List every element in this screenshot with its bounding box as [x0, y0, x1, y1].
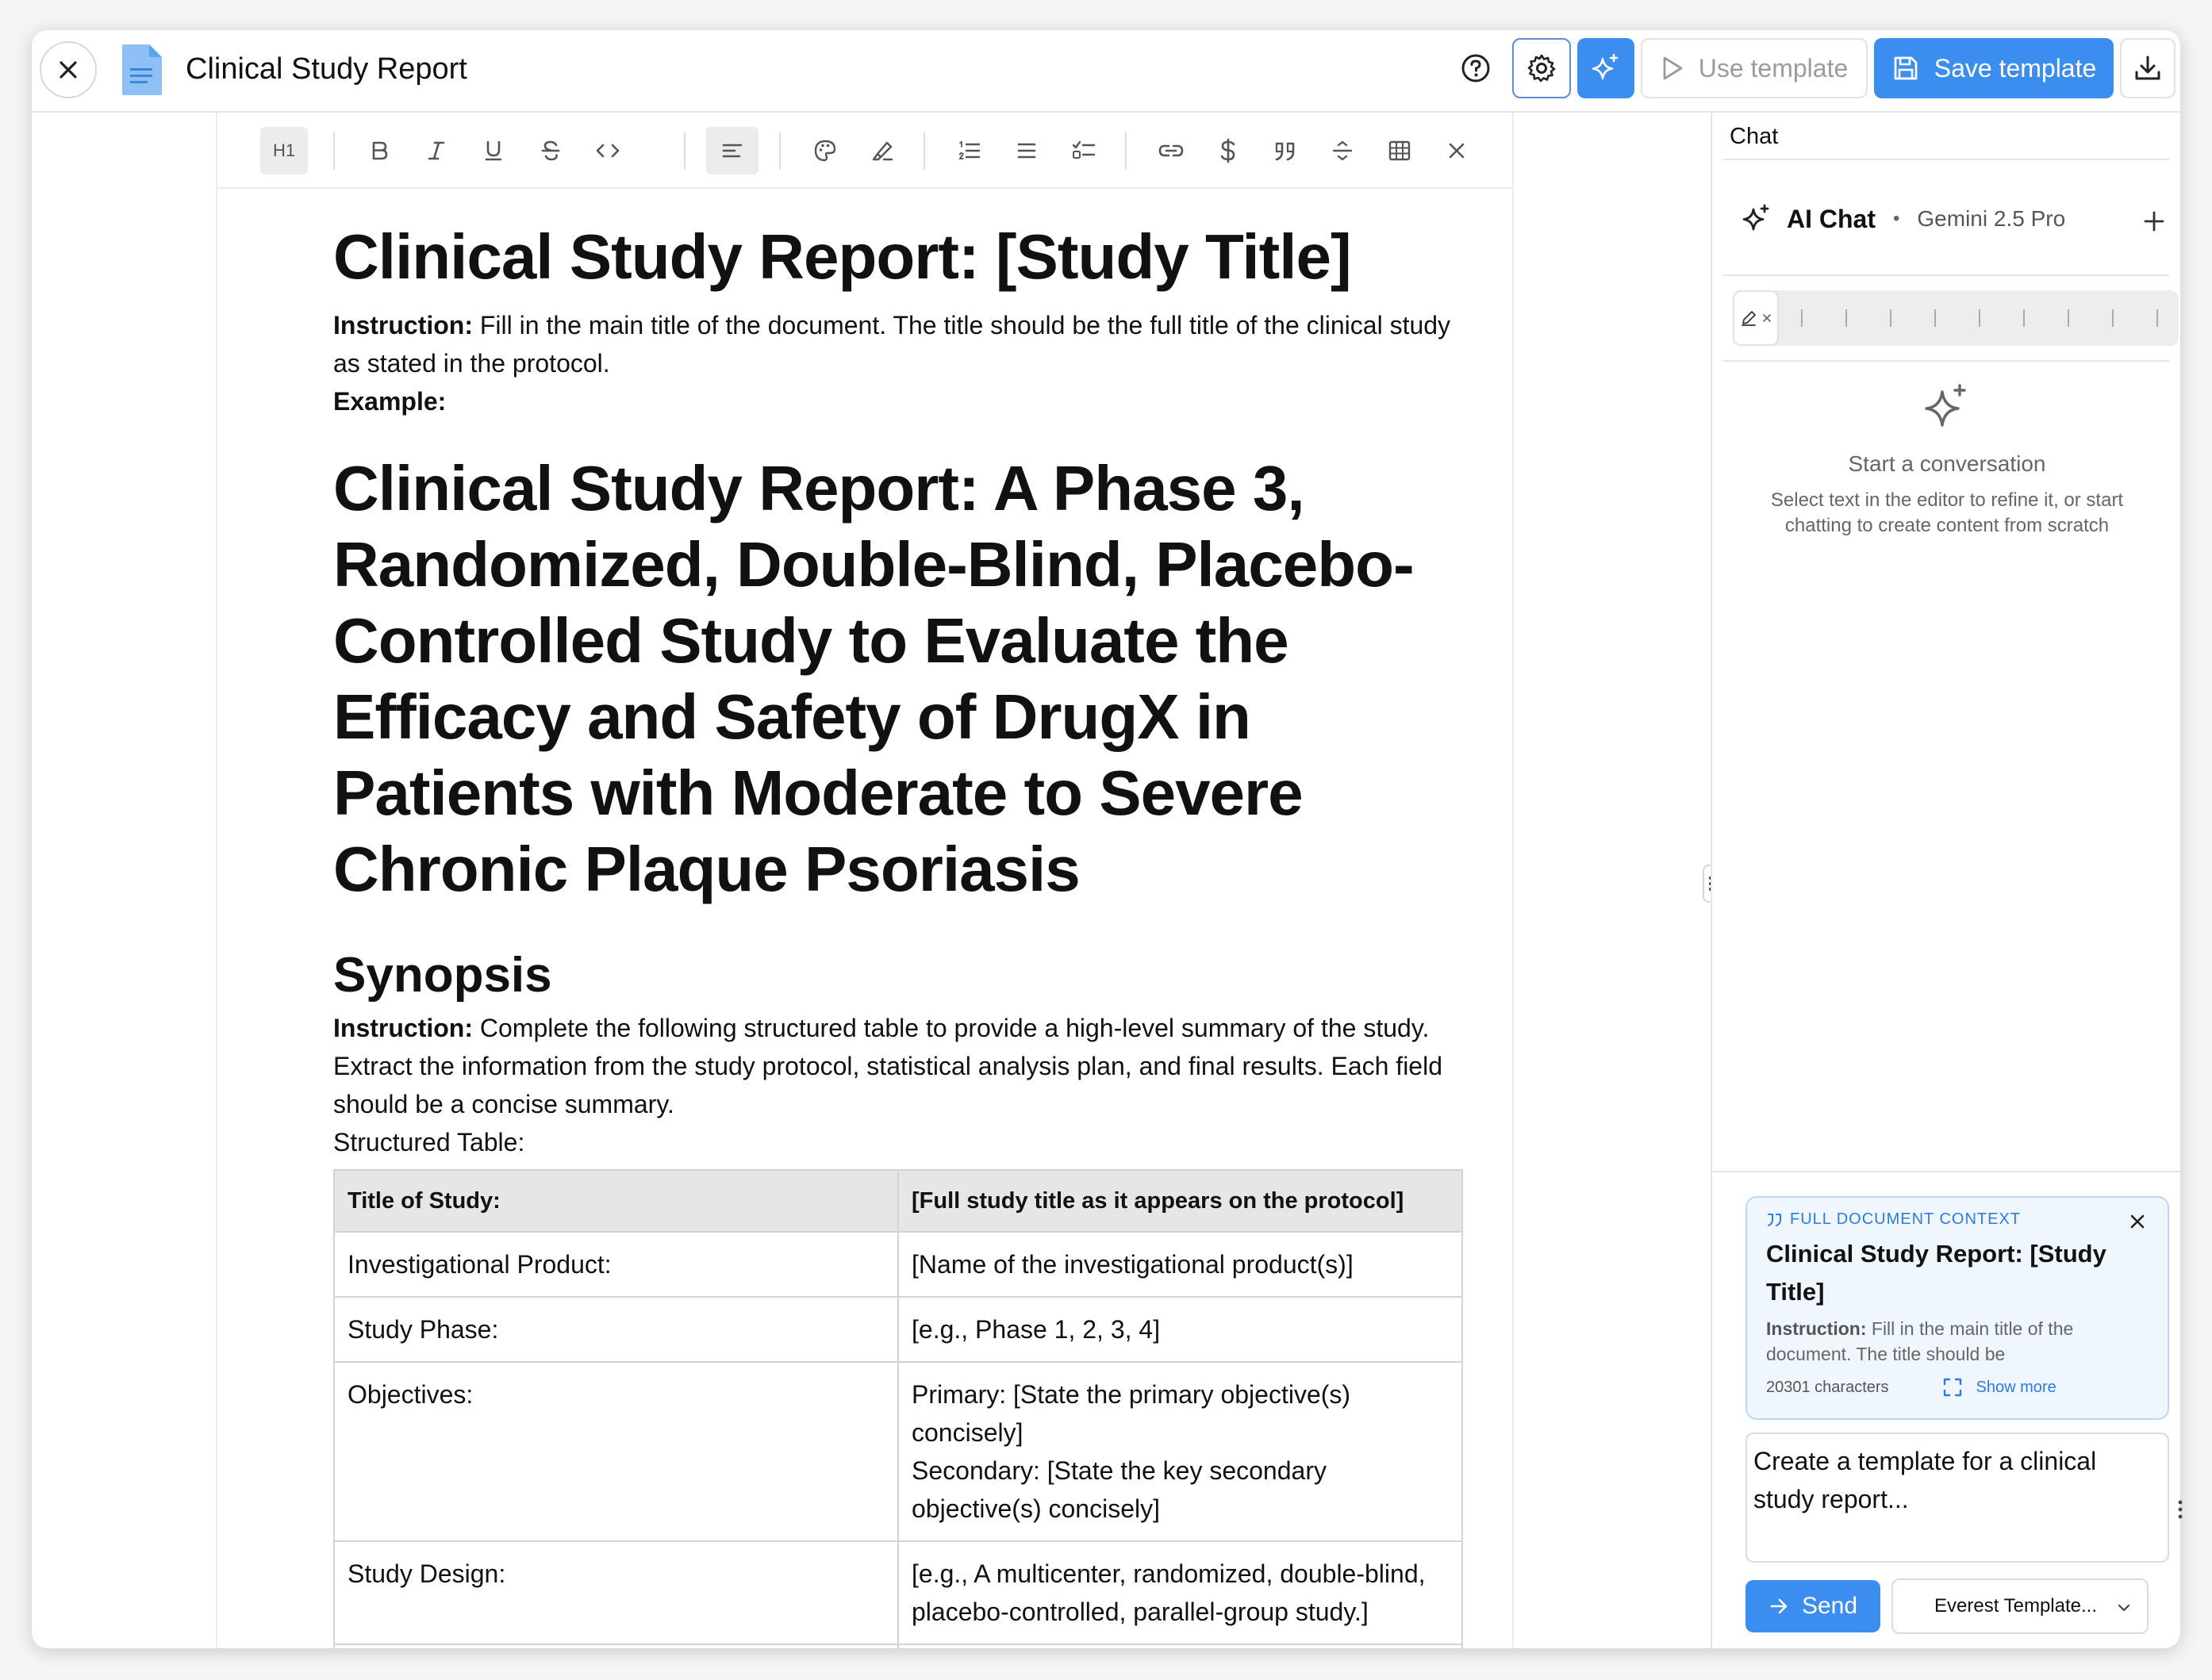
empty-state [1712, 382, 2180, 539]
divider [1723, 360, 2169, 362]
empty-state-subtitle: Select text in the editor to refine it, or start chatting to create content from scratch [1770, 489, 2124, 536]
ai-assistant-button[interactable] [1577, 38, 1634, 98]
document-content [333, 189, 1476, 1648]
italic-button[interactable] [413, 127, 460, 175]
toolbar-divider [684, 132, 685, 170]
toolbar-divider [779, 132, 781, 170]
underline-icon [482, 139, 505, 163]
template-select-value: Everest Template... [1934, 1595, 2097, 1617]
table-row [334, 1297, 1462, 1362]
synopsis-heading: Synopsis [333, 948, 552, 1003]
remove-context-button[interactable] [2128, 1212, 2147, 1235]
table-cell[interactable]: [Full study title as it appears on the protocol] [898, 1170, 1462, 1232]
horizontal-rule-icon [1331, 139, 1354, 163]
download-icon [2133, 53, 2163, 83]
table-row [334, 1362, 1462, 1541]
table-icon [1388, 139, 1411, 163]
link-button[interactable] [1147, 127, 1195, 175]
template-select[interactable] [1891, 1578, 2149, 1634]
chat-tab-active[interactable] [1733, 290, 1779, 346]
structured-table-label: Structured Table: [333, 1128, 525, 1156]
align-left-icon [720, 139, 744, 163]
separator-dot: • [1893, 208, 1900, 229]
context-label-text: FULL DOCUMENT CONTEXT [1790, 1210, 2022, 1228]
bold-button[interactable] [355, 127, 403, 175]
divider [1723, 274, 2169, 276]
character-count: 20301 characters [1766, 1378, 1889, 1396]
objective-primary: Primary: [State the primary objective(s) concisely] [912, 1380, 1351, 1447]
ordered-list-icon [957, 139, 982, 163]
context-title: Clinical Study Report: [Study Title] [1766, 1240, 2106, 1306]
context-instruction-label: Instruction: [1766, 1318, 1867, 1339]
document-icon [122, 44, 162, 95]
table-row [334, 1644, 1462, 1648]
table-cell[interactable] [334, 1644, 898, 1648]
table-cell[interactable] [898, 1362, 1462, 1541]
editor-page[interactable] [216, 113, 1514, 1648]
synopsis-table [333, 1169, 1463, 1648]
empty-state-title: Start a conversation [1848, 451, 2046, 476]
text-color-button[interactable] [801, 127, 849, 175]
close-icon [56, 58, 80, 82]
table-cell[interactable]: Study Phase: [334, 1297, 898, 1362]
app-window [32, 30, 2180, 1648]
table-row [334, 1232, 1462, 1297]
table-header-row [334, 1170, 1462, 1232]
arrow-right-icon [1768, 1596, 1789, 1617]
toolbar-divider [1125, 132, 1127, 170]
model-name[interactable]: Gemini 2.5 Pro [1917, 206, 2066, 231]
context-footer [1766, 1376, 2149, 1398]
use-template-label: Use template [1698, 53, 1849, 82]
chat-tab[interactable] [1801, 309, 1803, 327]
chat-panel-label: Chat [1730, 124, 1779, 149]
table-cell[interactable]: [e.g., A multicenter, randomized, double-blind, placebo-controlled, parallel-group study.] [898, 1541, 1462, 1644]
instruction-paragraph [333, 306, 1476, 382]
use-template-button[interactable] [1641, 38, 1868, 98]
quote-icon [1766, 1212, 1784, 1228]
toolbar-divider [924, 132, 925, 170]
underline-button[interactable] [470, 127, 517, 175]
gear-icon [1526, 52, 1557, 84]
instruction-label: Instruction: [333, 1014, 473, 1042]
heading-button[interactable] [260, 127, 308, 175]
bold-icon [367, 139, 391, 163]
table-cell[interactable]: Objectives: [334, 1362, 898, 1541]
help-icon [1460, 52, 1492, 84]
send-button[interactable] [1745, 1580, 1880, 1632]
italic-icon [424, 139, 448, 163]
synopsis-instruction [333, 1009, 1476, 1123]
close-icon [1446, 140, 1467, 161]
table-cell[interactable] [898, 1644, 1462, 1648]
sparkle-icon [1590, 52, 1622, 84]
save-template-label: Save template [1934, 53, 2097, 82]
bullet-list-icon [1015, 139, 1039, 163]
dollar-icon [1216, 137, 1240, 164]
highlight-button[interactable] [858, 127, 906, 175]
example-label [333, 382, 1476, 420]
strikethrough-button[interactable] [527, 127, 574, 175]
settings-button[interactable] [1512, 38, 1571, 98]
context-label [1766, 1210, 2149, 1229]
expand-icon[interactable] [1941, 1376, 1964, 1398]
divider [1723, 159, 2169, 160]
checklist-icon [1071, 139, 1096, 163]
example-label-text: Example: [333, 387, 447, 416]
chevron-down-icon [2115, 1599, 2133, 1617]
bullet-list-button[interactable] [1003, 127, 1050, 175]
objective-secondary: Secondary: [State the key secondary objective(s) concisely] [912, 1456, 1327, 1523]
document-title-heading: Clinical Study Report: [Study Title] [333, 221, 1351, 292]
more-options-icon[interactable] [2177, 1498, 2183, 1527]
table-cell[interactable]: Investigational Product: [334, 1232, 898, 1297]
variable-button[interactable] [1204, 127, 1252, 175]
divider [1712, 1171, 2180, 1172]
link-icon [1158, 139, 1185, 163]
heading-label: H1 [272, 140, 296, 160]
chat-tabs-bar [1733, 290, 2179, 346]
close-button[interactable] [40, 41, 97, 98]
play-icon [1661, 55, 1684, 82]
chat-tab[interactable] [1845, 309, 1847, 327]
table-button[interactable] [1376, 127, 1423, 175]
context-excerpt [1766, 1316, 2099, 1367]
ordered-list-button[interactable] [946, 127, 993, 175]
palette-icon [812, 138, 838, 163]
context-instruction-text: Fill in the main title of the document. The title should be [1766, 1318, 2074, 1364]
instruction-label: Instruction: [333, 311, 473, 339]
align-left-button[interactable] [706, 127, 758, 175]
header-bar [32, 30, 2180, 113]
code-button[interactable] [584, 127, 632, 175]
save-template-button[interactable] [1874, 38, 2114, 98]
chat-tab[interactable] [1934, 309, 1936, 327]
show-more-link[interactable]: Show more [1976, 1378, 2056, 1396]
table-cell[interactable]: [Name of the investigational product(s)] [898, 1232, 1462, 1297]
strikethrough-icon [539, 139, 563, 163]
table-cell[interactable]: Study Design: [334, 1541, 898, 1644]
download-button[interactable] [2120, 38, 2176, 98]
save-icon [1891, 54, 1920, 82]
chat-input[interactable]: Create a template for a clinical study report... [1745, 1433, 2169, 1563]
toolbar-divider [333, 132, 335, 170]
highlighter-icon [870, 138, 895, 163]
ai-chat-header [1741, 203, 2065, 235]
quote-icon [1273, 139, 1298, 163]
document-context-card [1745, 1196, 2169, 1420]
table-row [334, 1541, 1462, 1644]
task-list-button[interactable] [1060, 127, 1108, 175]
chat-tab[interactable] [2112, 309, 2114, 327]
close-icon[interactable] [1762, 313, 1772, 323]
table-cell[interactable]: Title of Study: [334, 1170, 898, 1232]
sparkle-icon [1922, 382, 1972, 433]
sparkle-icon [1741, 203, 1772, 235]
pencil-icon [1740, 309, 1757, 327]
synopsis-instruction-text: Complete the following structured table to provide a high-level summary of the study. Extract the information from the study protocol, statistical analysis plan, and final results. Each field should be a concise summary. [333, 1014, 1442, 1118]
code-icon [594, 139, 621, 163]
send-label: Send [1801, 1593, 1858, 1619]
formatting-toolbar [217, 113, 1512, 189]
close-icon [2128, 1212, 2147, 1231]
plus-icon [2142, 209, 2166, 233]
table-cell[interactable]: [e.g., Phase 1, 2, 3, 4] [898, 1297, 1462, 1362]
chat-tab[interactable] [1890, 309, 1891, 327]
quote-button[interactable] [1262, 127, 1309, 175]
new-chat-button[interactable] [2142, 206, 2166, 238]
ai-chat-title: AI Chat [1787, 204, 1876, 233]
chat-tab[interactable] [1979, 309, 1980, 327]
help-button[interactable] [1452, 38, 1500, 98]
chat-tab[interactable] [2068, 309, 2069, 327]
chat-tab[interactable] [2023, 309, 2025, 327]
divider-button[interactable] [1319, 127, 1366, 175]
chat-tab[interactable] [2156, 309, 2158, 327]
instruction-text: Fill in the main title of the document. The title should be the full title of the clinical study as stated in the protocol. [333, 311, 1451, 378]
clear-format-button[interactable] [1433, 127, 1480, 175]
chat-panel [1711, 113, 2180, 1648]
page-title: Clinical Study Report [186, 52, 467, 86]
example-title-heading: Clinical Study Report: A Phase 3, Randomized, Double-Blind, Placebo-Controlled Study to Evaluate the Efficacy and Safety of DrugX in Patients with Moderate to Severe Chronic Plaque Psoriasis [333, 453, 1414, 904]
